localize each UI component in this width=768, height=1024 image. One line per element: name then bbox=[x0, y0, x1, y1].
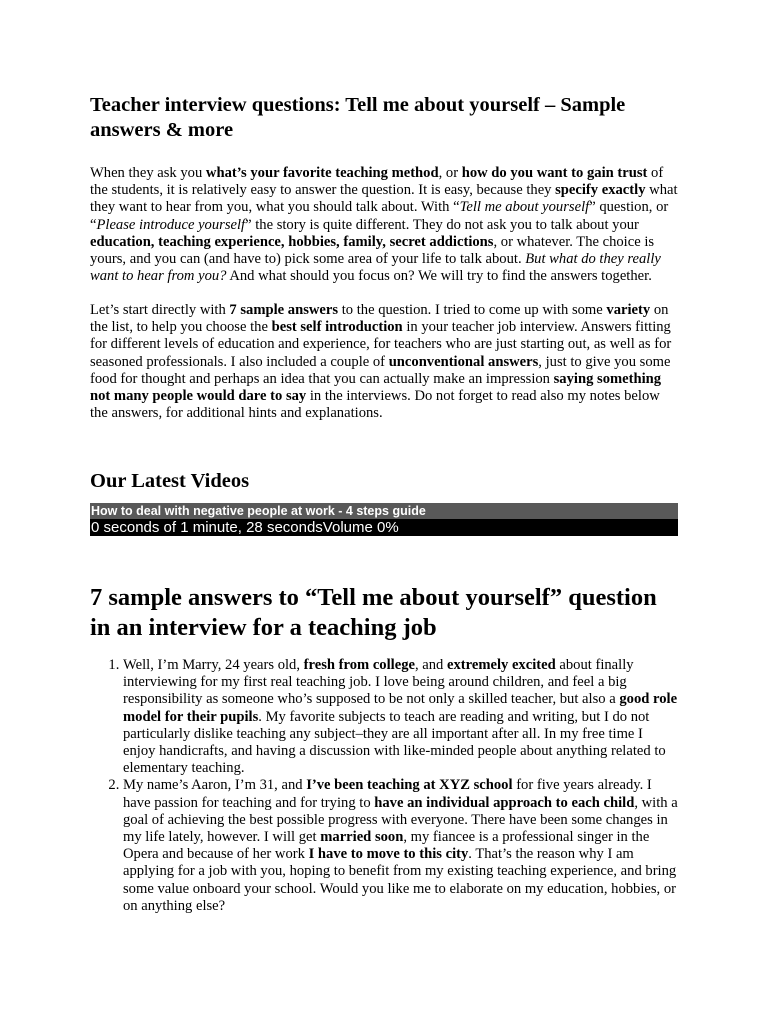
bold-text: good role model for their pupils bbox=[123, 691, 678, 725]
text-run: . My favorite subjects to teach are reading and writing, but I do not particularly dislike teaching any subject–they are all important after all. In my free time I enjoy handicrafts, and having a discussion with like-minded people about anything related to elementary teaching. bbox=[123, 708, 666, 777]
latest-videos-heading: Our Latest Videos bbox=[90, 470, 250, 492]
text-run: Let’s start directly with bbox=[90, 302, 230, 318]
italic-text: Please introduce yourself bbox=[96, 216, 246, 233]
italic-text: Tell me about yourself bbox=[459, 199, 590, 216]
bold-text: 7 sample answers bbox=[229, 302, 339, 318]
text-run: in your teacher job interview. Answers fitting for different levels of education and experience, for teachers who are just starting out, as well as for seasoned professionals. I also included a couple of bbox=[90, 319, 672, 370]
video-status-bar[interactable]: 0 seconds of 1 minute, 28 secondsVolume 0% bbox=[90, 519, 678, 536]
bold-text: saying something not many people would dare to say bbox=[90, 370, 662, 405]
bold-text: have an individual approach to each child bbox=[374, 794, 635, 811]
text-run: , or bbox=[438, 165, 462, 181]
text-run: , with a goal of achieving the best possible progress with everyone. There have been some changes in my life lately, however. I will get bbox=[123, 794, 678, 846]
answers-list bbox=[90, 657, 678, 915]
list-item bbox=[123, 657, 678, 777]
text-run: in the interviews. Do not forget to read also my notes below the answers, for additional hints and explanations. bbox=[90, 388, 660, 422]
intro-paragraph-2 bbox=[90, 302, 680, 422]
text-run: for five years already. I have passion for teaching and for trying to bbox=[123, 777, 652, 811]
text-run: ” the story is quite different. They do not ask you to talk about your bbox=[245, 216, 639, 233]
text-run: on the list, to help you choose the bbox=[90, 302, 669, 336]
text-run: , or whatever. The choice is yours, and you can (and have to) pick some area of your life to talk about. bbox=[90, 233, 655, 268]
text-run: , my fiancee is a professional singer in the Opera and because of her work bbox=[123, 829, 650, 863]
bold-text: education, teaching experience, hobbies, family, secret addictions bbox=[90, 233, 494, 250]
bold-text: variety bbox=[606, 302, 651, 318]
text-run: And what should you focus on? We will try to find the answers together. bbox=[226, 268, 652, 285]
list-item bbox=[123, 777, 678, 915]
bold-text: extremely excited bbox=[447, 657, 556, 673]
text-run: ” question, or “ bbox=[90, 199, 669, 233]
bold-text: married soon bbox=[320, 829, 404, 846]
bold-text: what’s your favorite teaching method bbox=[205, 165, 439, 181]
article-title: Teacher interview questions: Tell me about yourself – Sample answers & more bbox=[90, 94, 626, 141]
italic-text: But what do they really want to hear from you? bbox=[90, 251, 661, 285]
text-run: . That’s the reason why I am applying for a job with you, hoping to benefit from my existing teaching experience, and bring some value onboard your school. Would you like me to elaborate on my education, hobbies, or on anything else? bbox=[123, 846, 677, 914]
text-run: , and bbox=[414, 657, 447, 673]
text-run: When they ask you bbox=[90, 165, 206, 181]
text-run: Well, I’m Marry, 24 years old, bbox=[123, 657, 304, 673]
bold-text: specify exactly bbox=[555, 182, 646, 199]
text-run: about finally interviewing for my first real teaching job. I love being around children, and feel a big responsibility as someone who’s supposed to be not only a skilled teacher, but also a bbox=[123, 657, 634, 708]
video-player[interactable] bbox=[90, 503, 678, 536]
bold-text: I’ve been teaching at XYZ school bbox=[306, 777, 513, 794]
bold-text: fresh from college bbox=[303, 657, 415, 673]
bold-text: how do you want to gain trust bbox=[461, 165, 648, 181]
text-run: to the question. I tried to come up with some bbox=[338, 302, 607, 318]
sample-answers-heading: 7 sample answers to “Tell me about yourself” question in an interview for a teaching job bbox=[90, 584, 657, 641]
text-run: My name’s Aaron, I’m 31, and bbox=[123, 777, 307, 794]
bold-text: I have to move to this city bbox=[308, 846, 469, 863]
video-title[interactable]: How to deal with negative people at work - 4 steps guide bbox=[90, 503, 678, 519]
text-run: what they want to hear from you, what you should talk about. With “ bbox=[90, 182, 678, 216]
text-run: of the students, it is relatively easy to answer the question. It is easy, because they bbox=[90, 165, 664, 199]
text-run: , just to give you some food for thought and perhaps an idea that you can actually make an impression bbox=[90, 353, 671, 387]
intro-paragraph-1 bbox=[90, 165, 680, 285]
bold-text: best self introduction bbox=[271, 319, 403, 336]
bold-text: unconventional answers bbox=[388, 353, 539, 370]
